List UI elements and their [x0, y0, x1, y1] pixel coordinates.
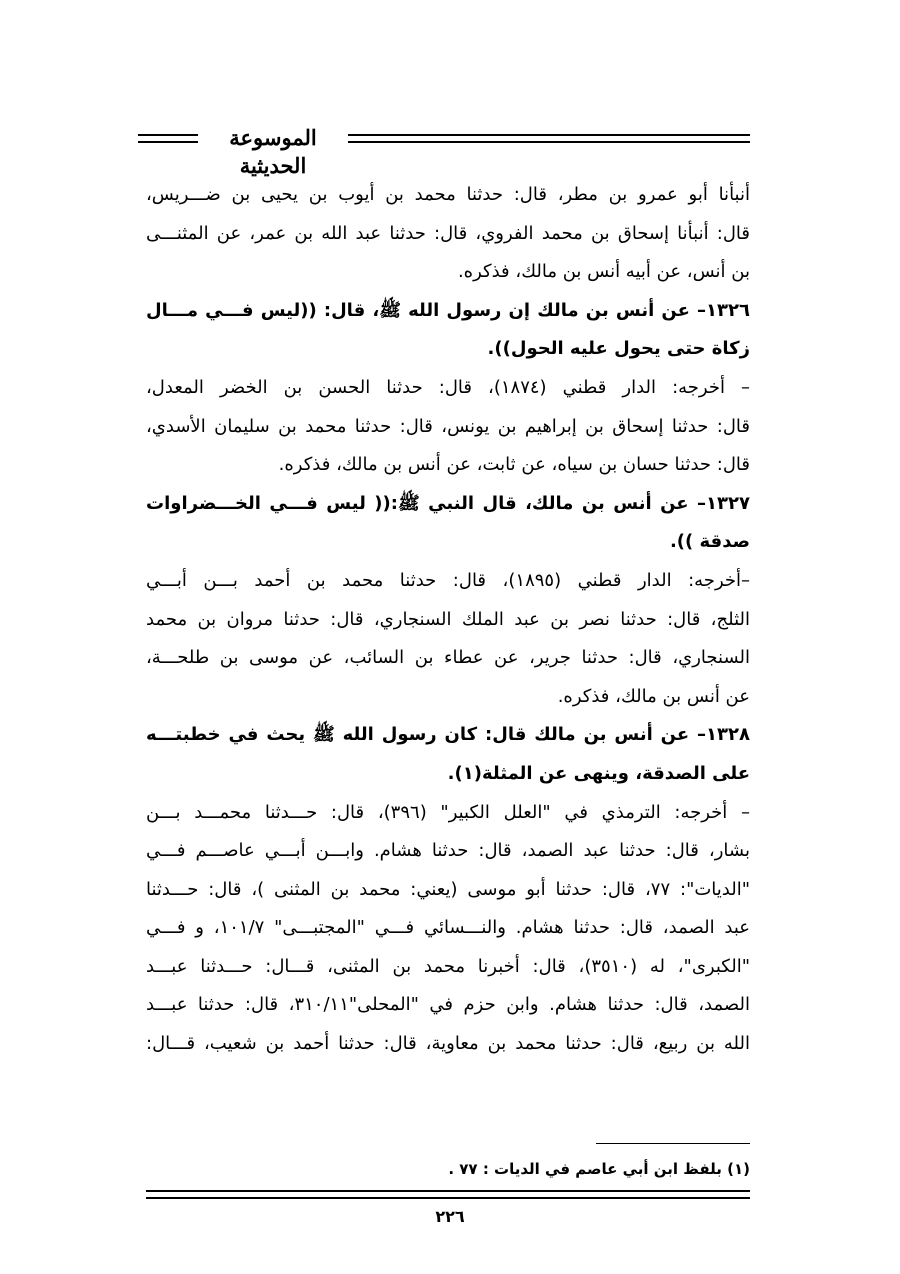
text-line: ١٣٢٨– عن أنس بن مالك قال: كان رسول الله ﷺ يحث في خطبتـــه	[146, 724, 750, 746]
text-line: عن أنس بن مالك، فذكره.	[557, 685, 750, 707]
main-text	[146, 176, 750, 1064]
text-line: – أخرجه: الترمذي في "العلل الكبير" (٣٩٦)، قال: حـــدثنا محمـــد بـــن	[146, 801, 750, 823]
text-line: قال: حدثنا إسحاق بن إبراهيم بن يونس، قال: حدثنا محمد بن سليمان الأسدي،	[146, 415, 750, 437]
text-line: الثلج، قال: حدثنا نصر بن عبد الملك السنجاري، قال: حدثنا مروان بن محمد	[146, 608, 750, 630]
text-line: بن أنس، عن أبيه أنس بن مالك، فذكره.	[457, 261, 750, 283]
text-line: أنبأنا أبو عمرو بن مطر، قال: حدثنا محمد بن أيوب بن يحيى بن ضـــريس،	[146, 184, 750, 205]
text-line: الله بن ربيع، قال: حدثنا محمد بن معاوية، قال: حدثنا أحمد بن شعيب، قـــال:	[146, 1033, 750, 1055]
footnote: (١) بلفظ ابن أبي عاصم في الديات : ٧٧ .	[448, 1160, 750, 1178]
text-line: عبد الصمد، قال: حدثنا هشام. والنـــسائي فـــي "المجتبـــى" ١٠١/٧، و فـــي	[146, 917, 750, 939]
text-line: قال: أنبأنا إسحاق بن محمد الفروي، قال: حدثنا عبد الله بن عمر، عن المثنـــى	[146, 222, 750, 244]
text-line: على الصدقة، وينهى عن المثلة(١).	[447, 762, 750, 784]
text-line: – أخرجه: الدار قطني (١٨٧٤)، قال: حدثنا الحسن بن الخضر المعدل،	[146, 376, 750, 398]
text-line: قال: حدثنا حسان بن سياه، عن ثابت، عن أنس بن مالك، فذكره.	[278, 454, 750, 476]
header-title: الموسوعة الحديثية	[229, 125, 317, 178]
text-line: الصمد، قال: حدثنا هشام. وابن حزم في "المحلى"٣١٠/١١، قال: حدثنا عبـــد	[146, 994, 750, 1016]
text-line: ١٣٢٧– عن أنس بن مالك، قال النبي ﷺ:(( ليس فـــي الخـــضراوات	[146, 492, 750, 514]
text-line: –أخرجه: الدار قطني (١٨٩٥)، قال: حدثنا محمد بن أحمد بـــن أبـــي	[146, 569, 750, 591]
page-number: ٢٢٦	[435, 1207, 465, 1226]
running-header	[138, 124, 750, 178]
header-rule-left	[138, 134, 198, 143]
text-line: ١٣٢٦– عن أنس بن مالك إن رسول الله ﷺ، قال: ((ليس فـــي مـــال	[146, 299, 750, 321]
text-line: بشار، قال: حدثنا عبد الصمد، قال: حدثنا هشام. وابـــن أبـــي عاصـــم فـــي	[146, 840, 750, 862]
header-rule-right	[348, 134, 750, 143]
footnote-separator	[596, 1143, 750, 1144]
text-line: "الكبرى"، له (٣٥١٠)، قال: أخبرنا محمد بن المثنى، قـــال: حـــدثنا عبـــد	[146, 955, 750, 977]
text-line: زكاة حتى يحول عليه الحول)).	[487, 338, 750, 360]
text-line: السنجاري، قال: حدثنا جرير، عن عطاء بن السائب، عن موسى بن طلحـــة،	[146, 647, 750, 669]
text-line: صدقة )).	[669, 531, 750, 553]
footer-rule	[146, 1190, 750, 1199]
text-line: "الديات": ٧٧، قال: حدثنا أبو موسى (يعني: محمد بن المثنى )، قال: حـــدثنا	[146, 878, 750, 900]
